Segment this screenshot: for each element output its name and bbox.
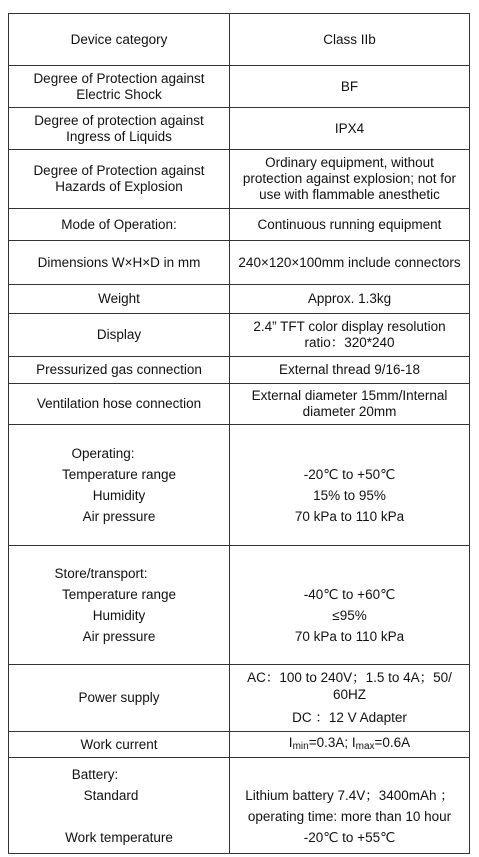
row-label: Weight [9,285,230,314]
power-label: Power supply [9,665,230,732]
current-min-subscript: min [292,740,309,752]
row-value: BF [230,66,470,108]
current-label: Work current [9,732,230,758]
battery-heading: Battery: [71,766,119,782]
table-row [9,150,470,209]
operating-labels [9,425,230,546]
table-row [9,285,470,314]
operating-air-pressure-value: 70 kPa to 110 kPa [294,509,405,524]
table-row [9,241,470,285]
row-label: Display [9,314,230,357]
current-min-value: =0.3A; [308,734,352,750]
row-label: Dimensions W×H×D in mm [9,241,230,285]
row-value: 2.4” TFT color display resolution ratio：320*240 [230,314,470,357]
store-air-pressure-value: 70 kPa to 110 kPa [294,629,405,644]
current-max-value: =0.6A [374,734,411,750]
store-values [230,546,470,665]
store-humidity-value: ≤95% [332,608,367,623]
store-temperature-value: -40℃ to +60℃ [303,587,396,602]
current-symbol-min: I [288,734,293,750]
table-row-power [9,665,470,732]
row-value: External thread 9/16-18 [230,357,470,384]
table-row [9,209,470,241]
table-row-battery [9,758,470,854]
row-label: Mode of Operation: [9,209,230,241]
row-label: Ventilation hose connection [9,384,230,425]
table-row [9,108,470,150]
table-row-current [9,732,470,758]
current-symbol-max: I [351,734,356,750]
row-value: Class IIb [230,14,470,66]
operating-temperature-value: -20℃ to +50℃ [303,467,396,482]
power-dc-value: DC ：12 V Adapter [292,709,407,725]
operating-values [230,425,470,546]
row-value: 240×120×100mm include connectors [230,241,470,285]
operating-humidity-label: Humidity [92,488,146,503]
store-air-pressure-label: Air pressure [82,629,156,644]
table-row [9,14,470,66]
table-row [9,357,470,384]
store-temperature-label: Temperature range [61,587,177,602]
row-value: Ordinary equipment, without protection against explosion; not for use with flammable anesthetic [230,150,470,209]
store-humidity-label: Humidity [92,608,146,623]
battery-value: Lithium battery 7.4V；3400mAh ； [245,787,454,803]
current-max-subscript: max [355,740,375,752]
specification-table [8,13,470,854]
battery-operating-time: operating time: more than 10 hour [247,808,452,824]
table-row-store [9,546,470,665]
operating-temperature-label: Temperature range [61,467,177,482]
store-labels [9,546,230,665]
battery-standard-label: Standard [83,787,139,803]
battery-values [230,758,470,854]
table-row-operating [9,425,470,546]
battery-temperature-value: -20℃ to +55℃ [303,829,396,845]
power-ac-value: AC：100 to 240V；1.5 to 4A；50/ 60HZ [247,669,452,702]
row-value: Approx. 1.3kg [230,285,470,314]
operating-heading: Operating: [71,446,135,461]
row-label: Degree of Protection against Electric Shock [9,66,230,108]
row-label: Pressurized gas connection [9,357,230,384]
operating-humidity-value: 15% to 95% [313,488,386,503]
row-value: IPX4 [230,108,470,150]
row-value: Continuous running equipment [230,209,470,241]
operating-air-pressure-label: Air pressure [82,509,156,524]
power-values [230,665,470,732]
battery-work-temperature-label: Work temperature [65,829,173,845]
battery-labels [9,758,230,854]
row-label: Degree of protection against Ingress of Liquids [9,108,230,150]
store-heading: Store/transport: [54,566,148,581]
table-row [9,314,470,357]
table-row [9,384,470,425]
row-value: External diameter 15mm/Internal diameter 20mm [230,384,470,425]
row-label: Degree of Protection against Hazards of Explosion [9,150,230,209]
table-row [9,66,470,108]
row-label: Device category [9,14,230,66]
current-value [230,732,470,758]
